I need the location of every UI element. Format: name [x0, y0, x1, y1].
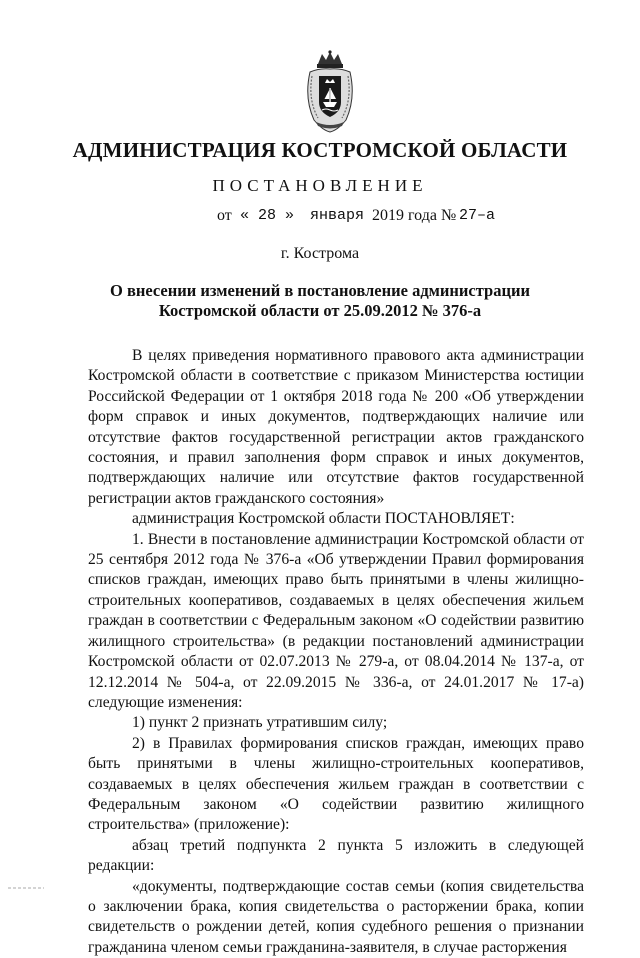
date-day: « 28 » [240, 207, 295, 224]
coat-of-arms-icon [300, 50, 360, 134]
paragraph-subitem-2: 2) в Правилах формирования списков граждан, имеющих право быть принятыми в члены жилищно-строительных кооперативов, создаваемых в целях обеспечения жильем граждан в соответствии с Федеральным законом «О содействии развитию жилищного строительства» (приложение): [88, 734, 584, 834]
document-number: 27–а [459, 207, 496, 224]
paragraph-amendment: абзац третий подпункта 2 пункта 5 изложить в следующей редакции: [88, 836, 584, 875]
paragraph-subitem-1: 1) пункт 2 признать утратившим силу; [132, 714, 388, 732]
date-prefix: от [217, 207, 232, 224]
document-body [88, 346, 584, 958]
document-type: ПОСТАНОВЛЕНИЕ [212, 176, 428, 195]
paragraph-preamble: В целях приведения нормативного правового акта администрации Костромской области в соответствие с приказом Министерства юстиции Российской Федерации от 1 октября 2018 года № 200 «Об утверждении форм справок и иных документов, подтверждающих наличие или отсутствие фактов государственной регистрации актов гражданского состояния, и правил заполнения форм справок и иных документов, подтверждающих наличие или отсутствие фактов государственной регистрации актов гражданского состояния» [88, 347, 584, 507]
date-year: 2019 года № [372, 207, 457, 224]
subject-line-1: О внесении изменений в постановление администрации [109, 281, 531, 300]
subject-line-2: Костромской области от 25.09.2012 № 376-а [158, 301, 482, 320]
paragraph-resolves: администрация Костромской области ПОСТАНОВЛЯЕТ: [132, 510, 515, 528]
paragraph-quote: «документы, подтверждающие состав семьи (копия свидетельства о заключении брака, копия свидетельства о расторжении брака, копии свидетельств о рождении детей, копия судебного решения о признании гражданина членом семьи гражданина-заявителя, в случае расторжения [88, 877, 584, 956]
document-subject [0, 281, 640, 321]
date-month: января [310, 207, 365, 224]
paragraph-item-1: 1. Внести в постановление администрации Костромской области от 25 сентября 2012 года № 376-а «Об утверждении Правил формирования списков граждан, имеющих право быть принятыми в члены жилищно-строительных кооперативов, создаваемых в целях обеспечения жильем граждан в соответствии с Федеральным законом «О содействии развитию жилищного строительства» (в редакции постановлений администрации Костромской области от 02.07.2013 № 279-а, от 08.04.2014 № 137-а, от 12.12.2014 № 504-а, от 22.09.2015 № 336-а, от 24.01.2017 № 17-а) следующие изменения: [88, 530, 584, 711]
date-line [0, 207, 640, 229]
city-name: г. Кострома [280, 245, 360, 262]
organization-title: АДМИНИСТРАЦИЯ КОСТРОМСКОЙ ОБЛАСТИ [72, 138, 568, 162]
scan-mark [8, 886, 44, 890]
